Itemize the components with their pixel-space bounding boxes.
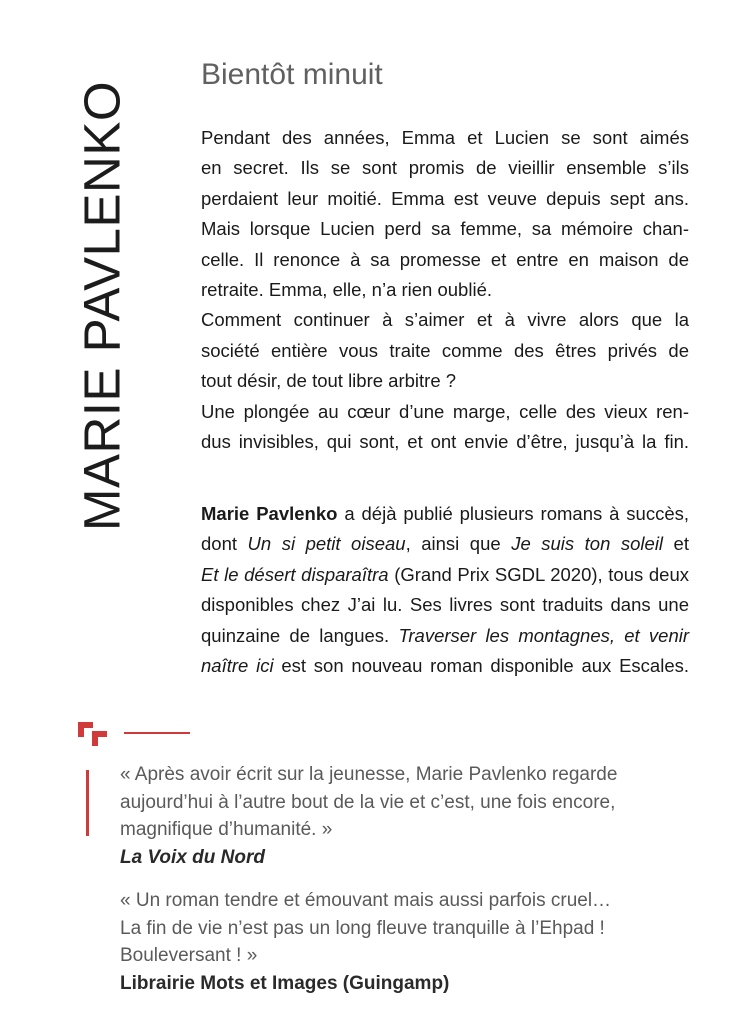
bio-text: , ainsi que (405, 533, 512, 555)
bio-book-title: Et le désert disparaîtra (201, 563, 389, 585)
bio-book-title: Je suis ton soleil (511, 533, 664, 555)
synopsis-line: Mais lorsque Lucien perd sa femme, sa mémoire chan- (201, 218, 689, 240)
quote-line: magnifique d’humanité. » (120, 819, 333, 840)
quote-line: « Un roman tendre et émouvant mais aussi parfois cruel… (120, 890, 612, 911)
synopsis-line: société entière vous traite comme des êtres privés de (201, 339, 689, 361)
press-quote (120, 887, 680, 997)
synopsis-line: celle. Il renonce à sa promesse et entre en maison de (201, 248, 689, 270)
book-title: Bientôt minuit (201, 58, 383, 91)
publisher-logo-icon (78, 722, 112, 752)
quote-line: Bouleversant ! » (120, 945, 258, 966)
synopsis-line: tout désir, de tout libre arbitre ? (201, 370, 457, 392)
quote-line: La fin de vie n’est pas un long fleuve tranquille à l’Ehpad ! (120, 917, 605, 939)
bio-text: et (663, 533, 689, 555)
synopsis-line: perdaient leur moitié. Emma est veuve depuis sept ans. (201, 187, 689, 209)
bio-book-title: Traverser les montagnes, et venir (398, 624, 689, 646)
bio-line (201, 529, 689, 559)
bio-text: a déjà publié plusieurs romans à succès, (337, 503, 689, 524)
accent-rule (124, 732, 190, 734)
quote-side-rule (86, 770, 89, 836)
quote-line: aujourd’hui à l’autre bout de la vie et c’est, une fois encore, (120, 791, 616, 813)
author-bio (201, 499, 689, 681)
synopsis (201, 123, 689, 457)
bio-line (201, 560, 689, 590)
synopsis-line: Comment continuer à s’aimer et à vivre alors que la (201, 309, 689, 331)
bio-text: dont (201, 533, 248, 555)
quote-line: « Après avoir écrit sur la jeunesse, Marie Pavlenko regarde (120, 764, 618, 785)
synopsis-line: Pendant des années, Emma et Lucien se sont aimés (201, 127, 689, 148)
bio-line (201, 651, 689, 681)
bio-line (201, 499, 689, 529)
bio-text: (Grand Prix SGDL 2020), tous deux (388, 563, 689, 585)
bio-text: quinzaine de langues. (201, 624, 399, 646)
author-name-vertical: MARIE PAVLENKO (73, 80, 131, 532)
bio-author-name: Marie Pavlenko (201, 503, 338, 524)
bio-book-title: naître ici (201, 655, 274, 677)
press-quote (120, 761, 680, 871)
bio-line (201, 621, 689, 651)
bio-line: disponibles chez J’ai lu. Ses livres sont traduits dans une (201, 594, 689, 616)
bio-text: est son nouveau roman disponible aux Escales. (273, 655, 689, 677)
bio-book-title: Un si petit oiseau (247, 533, 406, 555)
synopsis-line: en secret. Ils se sont promis de vieillir ensemble s’ils (201, 157, 689, 179)
quote-source: La Voix du Nord (120, 846, 265, 868)
synopsis-line: retraite. Emma, elle, n’a rien oublié. (201, 279, 492, 301)
author-spine (72, 56, 132, 556)
quote-source: Librairie Mots et Images (Guingamp) (120, 972, 450, 994)
synopsis-line: Une plongée au cœur d’une marge, celle des vieux ren- (201, 400, 689, 422)
synopsis-line: dus invisibles, qui sont, et ont envie d’être, jusqu’à la fin. (201, 431, 689, 453)
